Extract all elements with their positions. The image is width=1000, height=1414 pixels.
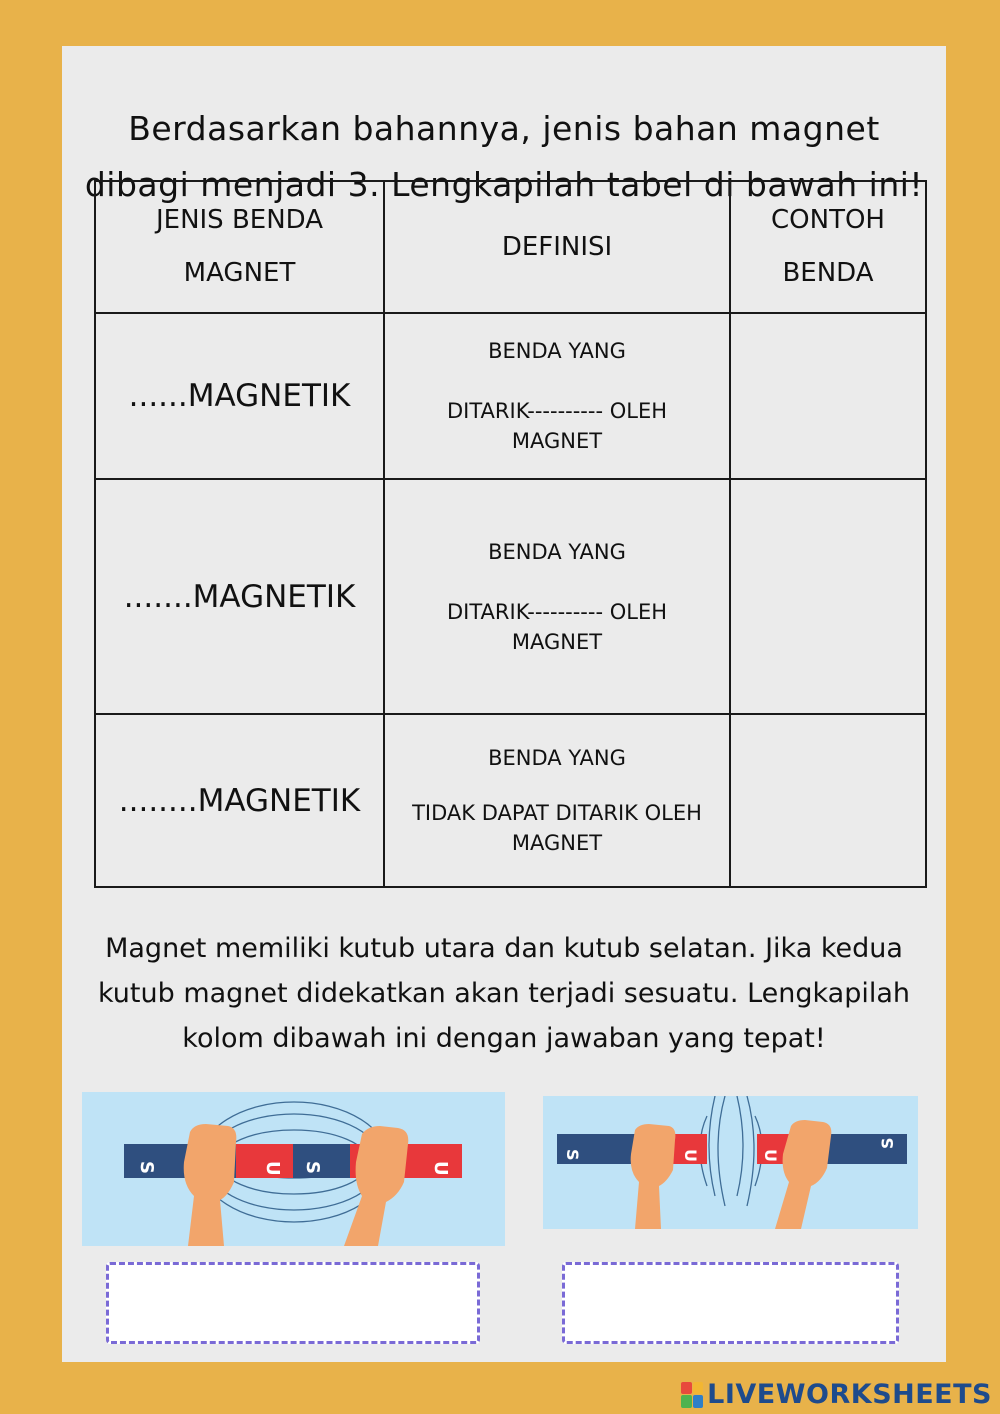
answer-box-repelling[interactable]	[562, 1262, 899, 1344]
attracting-magnets-svg	[82, 1092, 505, 1246]
table-header-row	[95, 181, 926, 313]
header-col1-line1: JENIS BENDA	[155, 205, 324, 235]
liveworksheets-logo-icon	[681, 1382, 703, 1408]
pole-label: U	[681, 1149, 700, 1162]
header-definisi: DEFINISI	[384, 181, 730, 313]
type-cell-2: .......MAGNETIK	[95, 479, 384, 714]
pole-label: U	[761, 1149, 780, 1162]
pole-label: S	[563, 1149, 582, 1161]
example-cell-1[interactable]	[730, 313, 926, 479]
repelling-magnets-svg	[543, 1096, 918, 1229]
q2-line-3: kolom dibawah ini dengan jawaban yang tepat!	[182, 1023, 826, 1054]
example-cell-2[interactable]	[730, 479, 926, 714]
header-contoh-benda	[730, 181, 926, 313]
hand-left-icon	[184, 1124, 237, 1246]
def-2-line-3: MAGNET	[511, 629, 603, 654]
definition-cell-2	[384, 479, 730, 714]
repelling-magnets-illustration	[543, 1096, 918, 1229]
def-3-line-3: MAGNET	[511, 831, 603, 855]
def-1-line-2: DITARIK---------- OLEH	[446, 399, 668, 423]
hand-left-icon	[631, 1124, 676, 1229]
type-cell-3: ........MAGNETIK	[95, 714, 384, 887]
question-2-instruction	[62, 926, 946, 1061]
pole-label: U	[262, 1161, 283, 1176]
type-cell-1: ......MAGNETIK	[95, 313, 384, 479]
def-2-line-2: DITARIK---------- OLEH	[446, 599, 668, 624]
intro-line-2: dibagi menjadi 3. Lengkapilah tabel di bawah ini!	[84, 165, 924, 204]
definition-cell-3	[384, 714, 730, 887]
field-lines	[700, 1096, 762, 1206]
example-cell-3[interactable]	[730, 714, 926, 887]
definition-cell-1	[384, 313, 730, 479]
pole-label: U	[430, 1161, 451, 1176]
q2-line-1: Magnet memiliki kutub utara dan kutub selatan. Jika kedua	[105, 933, 903, 964]
table-row	[95, 714, 926, 887]
header-col1-line2: MAGNET	[183, 258, 296, 288]
pole-label: S	[136, 1161, 157, 1174]
header-col3-line2: BENDA	[782, 258, 874, 288]
q2-line-2: kutub magnet didekatkan akan terjadi sesuatu. Lengkapilah	[97, 978, 911, 1009]
liveworksheets-brand	[681, 1379, 992, 1410]
def-1-line-3: MAGNET	[511, 429, 603, 453]
def-3-line-1: BENDA YANG	[488, 746, 626, 770]
attracting-magnets-illustration	[82, 1092, 505, 1246]
intro-line-1: Berdasarkan bahannya, jenis bahan magnet	[128, 109, 880, 148]
pole-label: S	[878, 1137, 897, 1149]
magnet-table	[94, 180, 927, 888]
pole-label: S	[302, 1161, 323, 1174]
header-col3-line1: CONTOH	[771, 205, 885, 235]
header-jenis-benda	[95, 181, 384, 313]
table-row	[95, 479, 926, 714]
def-3-line-2: TIDAK DAPAT DITARIK OLEH	[412, 801, 702, 825]
worksheet-page	[62, 46, 946, 1362]
def-1-line-1: BENDA YANG	[488, 339, 626, 363]
def-2-line-1: BENDA YANG	[488, 539, 626, 564]
answer-box-attracting[interactable]	[106, 1262, 480, 1344]
brand-text: LIVEWORKSHEETS	[707, 1379, 992, 1410]
table-row	[95, 313, 926, 479]
